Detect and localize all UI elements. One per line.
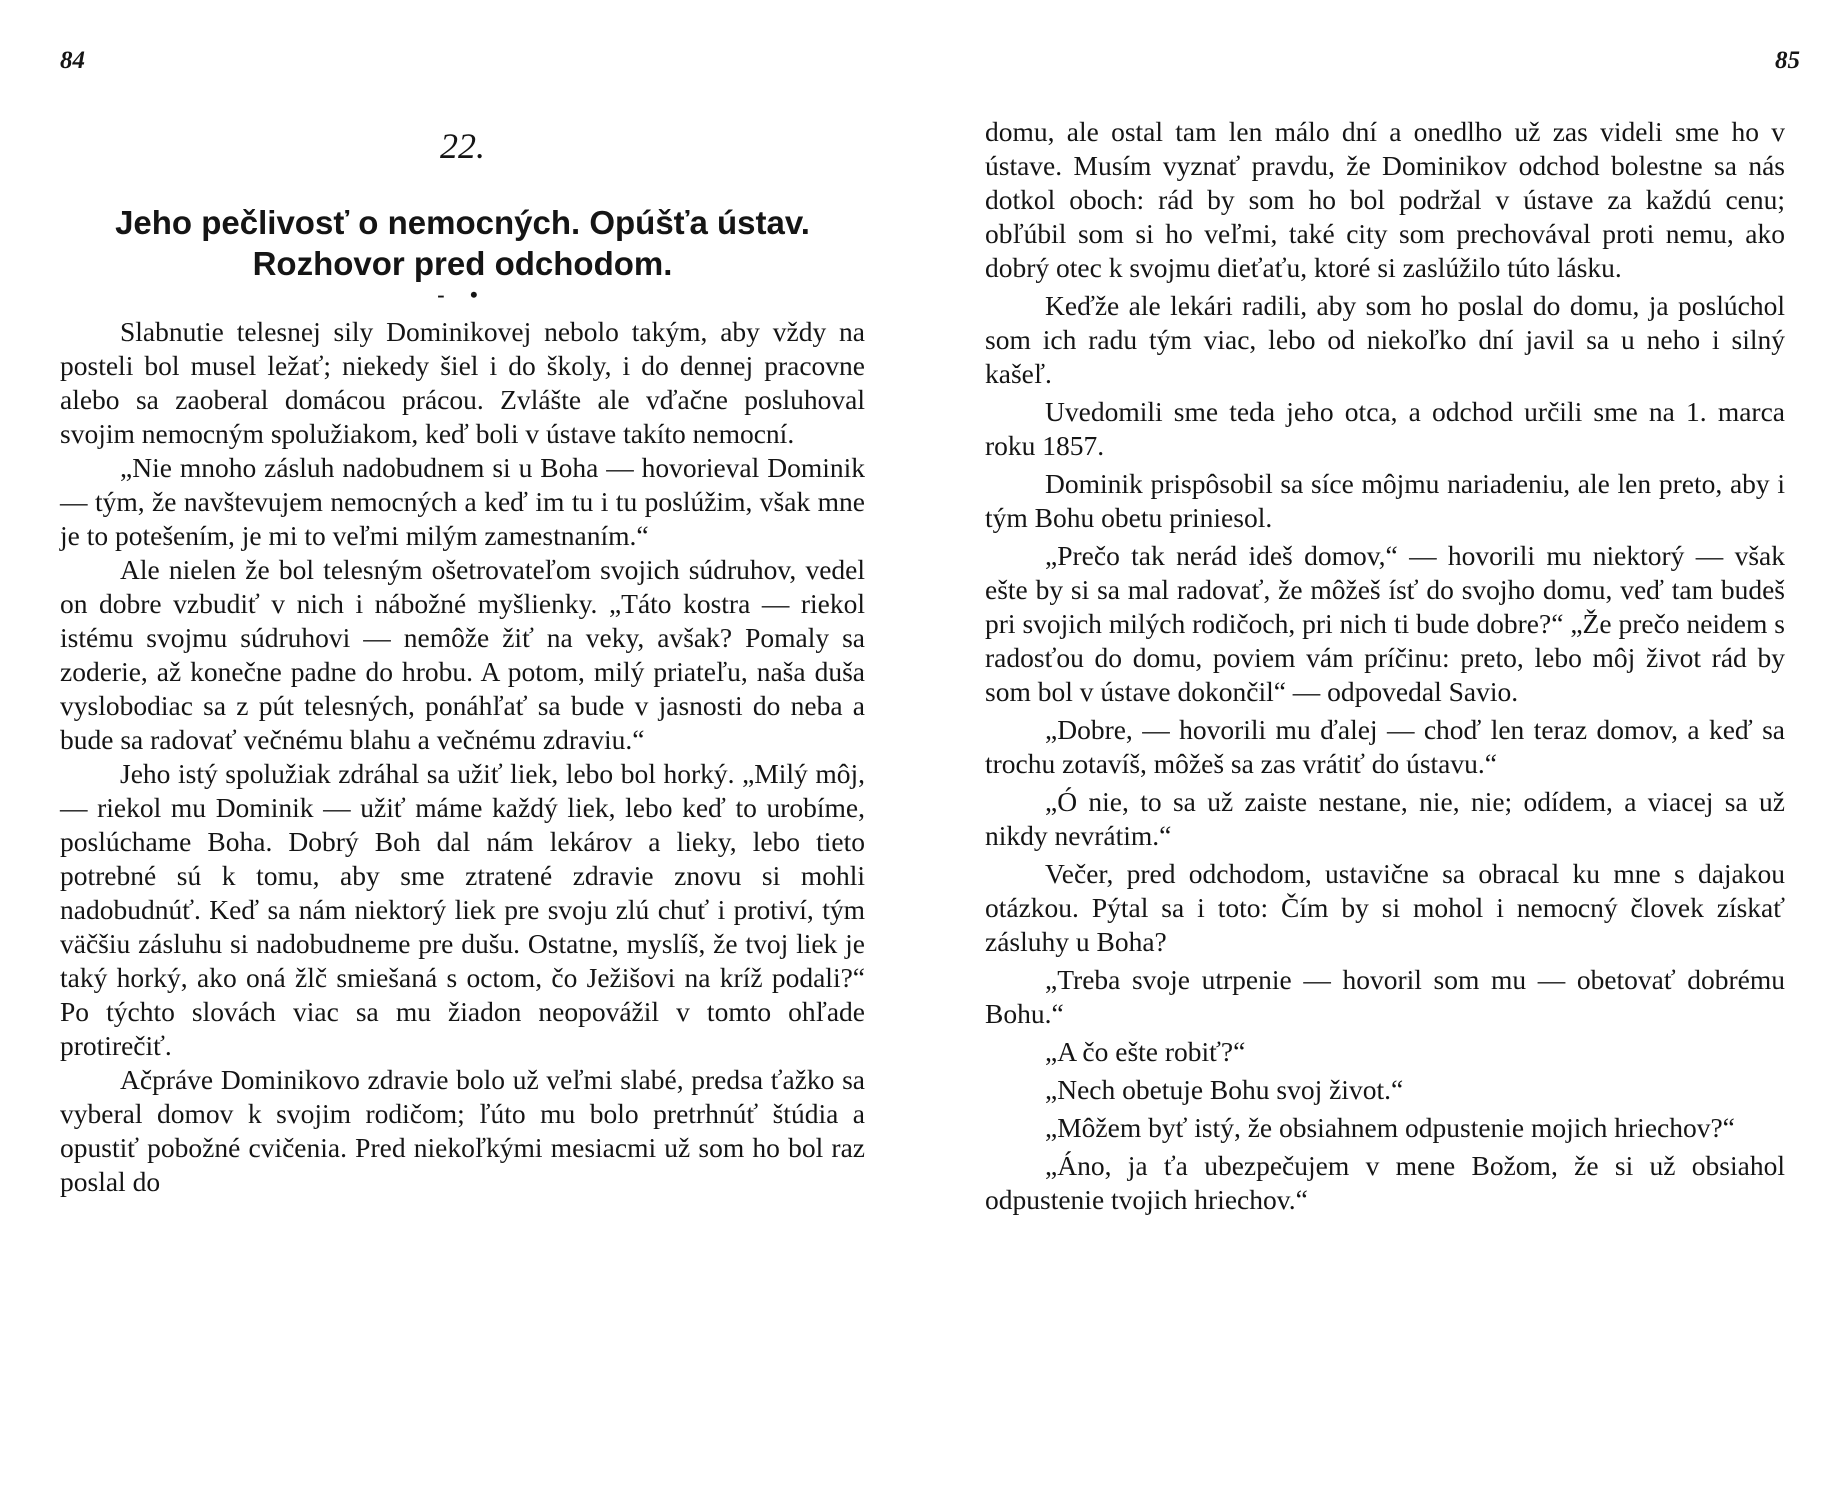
paragraph-continued: domu, ale ostal tam len málo dní a onedlho už zas videli sme ho v ústave. Musím vyznať pravdu, že Dominikov odchod bolestne sa nás dotkol oboch: rád by som ho bol podržal v ústave za každú cenu; obľúbil som si ho veľmi, také city som prechovával proti nemu, ako dobrý otec k svojmu dieťaťu, ktoré si zaslúžilo túto lásku. (985, 116, 1785, 283)
left-page-text (60, 315, 865, 1199)
paragraph: Uvedomili sme teda jeho otca, a odchod určili sme na 1. marca roku 1857. (985, 396, 1785, 461)
right-page-text (985, 115, 1785, 1217)
page-number-left: 84 (60, 47, 85, 74)
chapter-title (60, 202, 865, 284)
chapter-title-line: Jeho pečlivosť o nemocných. Opúšťa ústav. (115, 204, 810, 241)
paragraph: Ale nielen že bol telesným ošetrovateľom svojich súdruhov, vedel on dobre vzbudiť v nich i nábožné myšlienky. „Táto kostra — riekol istému svojmu súdruhovi — nemôže žiť na veky, avšak? Pomaly sa zoderie, až konečne padne do hrobu. A potom, milý priateľu, naša duša vyslobodiac sa z pút telesných, ponáhľať sa bude v jasnosti do neba a bude sa radovať večnému blahu a večnému zdraviu.“ (60, 554, 865, 755)
chapter-title-line: Rozhovor pred odchodom. (252, 245, 673, 282)
paragraph: „Áno, ja ťa ubezpečujem v mene Božom, že si už obsiahol odpustenie tvojich hriechov.“ (985, 1150, 1785, 1215)
paragraph: Ačpráve Dominikovo zdravie bolo už veľmi slabé, predsa ťažko sa vyberal domov k svojim rodičom; ľúto mu bolo pretrhnúť štúdia a opustiť pobožné cvičenia. Pred niekoľkými mesiacmi už som ho bol raz poslal do (60, 1064, 865, 1197)
paragraph: Slabnutie telesnej sily Dominikovej nebolo takým, aby vždy na posteli bol musel ležať; niekedy šiel i do školy, i do dennej pracovne alebo sa zaoberal domácou prácou. Zvlášte ale vďačne posluhoval svojim nemocným spolužiakom, keď boli v ústave takíto nemocní. (60, 316, 865, 449)
paragraph: „Nie mnoho zásluh nadobudnem si u Boha — hovorieval Dominik — tým, že navštevujem nemocných a keď im tu i tu poslúžim, však mne je to potešením, je mi to veľmi milým zamestnaním.“ (60, 452, 865, 551)
paragraph: „Dobre, — hovorili mu ďalej — choď len teraz domov, a keď sa trochu zotavíš, môžeš sa zas vrátiť do ústavu.“ (985, 714, 1785, 779)
title-ornament: - • (437, 282, 488, 307)
paragraph: „Ó nie, to sa už zaiste nestane, nie, nie; odídem, a viacej sa už nikdy nevrátim.“ (985, 786, 1785, 851)
paragraph: „Nech obetuje Bohu svoj život.“ (1045, 1074, 1404, 1105)
paragraph: „Treba svoje utrpenie — hovoril som mu — obetovať dobrému Bohu.“ (985, 964, 1785, 1029)
paragraph: „Prečo tak nerád ideš domov,“ — hovorili mu niektorý — však ešte by si sa mal radovať, že môžeš ísť do svojho domu, veď tam budeš pri svojich milých rodičoch, pri nich ti bude dobre?“ „Že prečo neidem s radosťou do domu, poviem vám príčinu: preto, lebo môj život rád by som bol v ústave dokončil“ — odpovedal Savio. (985, 540, 1785, 707)
paragraph: Večer, pred odchodom, ustavične sa obracal ku mne s dajakou otázkou. Pýtal sa i toto: Čím by si mohol i nemocný človek získať zásluhy u Boha? (985, 858, 1785, 957)
paragraph: Dominik prispôsobil sa síce môjmu nariadeniu, ale len preto, aby i tým Bohu obetu priniesol. (985, 468, 1785, 533)
paragraph: „A čo ešte robiť?“ (1045, 1036, 1246, 1067)
paragraph: „Môžem byť istý, že obsiahnem odpustenie mojich hriechov?“ (1045, 1112, 1735, 1143)
chapter-number: 22. (440, 126, 485, 166)
page-number-right: 85 (1775, 47, 1800, 74)
paragraph: Keďže ale lekári radili, aby som ho poslal do domu, ja poslúchol som ich radu tým viac, lebo od niekoľko dní javil sa u neho i silný kašeľ. (985, 290, 1785, 389)
paragraph: Jeho istý spolužiak zdráhal sa užiť liek, lebo bol horký. „Milý môj, — riekol mu Dominik — užiť máme každý liek, lebo keď to urobíme, poslúchame Boha. Dobrý Boh dal nám lekárov a lieky, lebo tieto potrebné sú k tomu, aby sme ztratené zdravie znovu si mohli nadobudnúť. Keď sa nám niektorý liek pre svoju zlú chuť i protiví, tým väčšiu zásluhu si nadobudneme pre dušu. Ostatne, myslíš, že tvoj liek je taký horký, ako oná žlč smiešaná s octom, čo Ježišovi na kríž podali?“ Po týchto slovách viac sa mu žiadon neopovážil v tomto ohľade protirečiť. (60, 758, 865, 1061)
